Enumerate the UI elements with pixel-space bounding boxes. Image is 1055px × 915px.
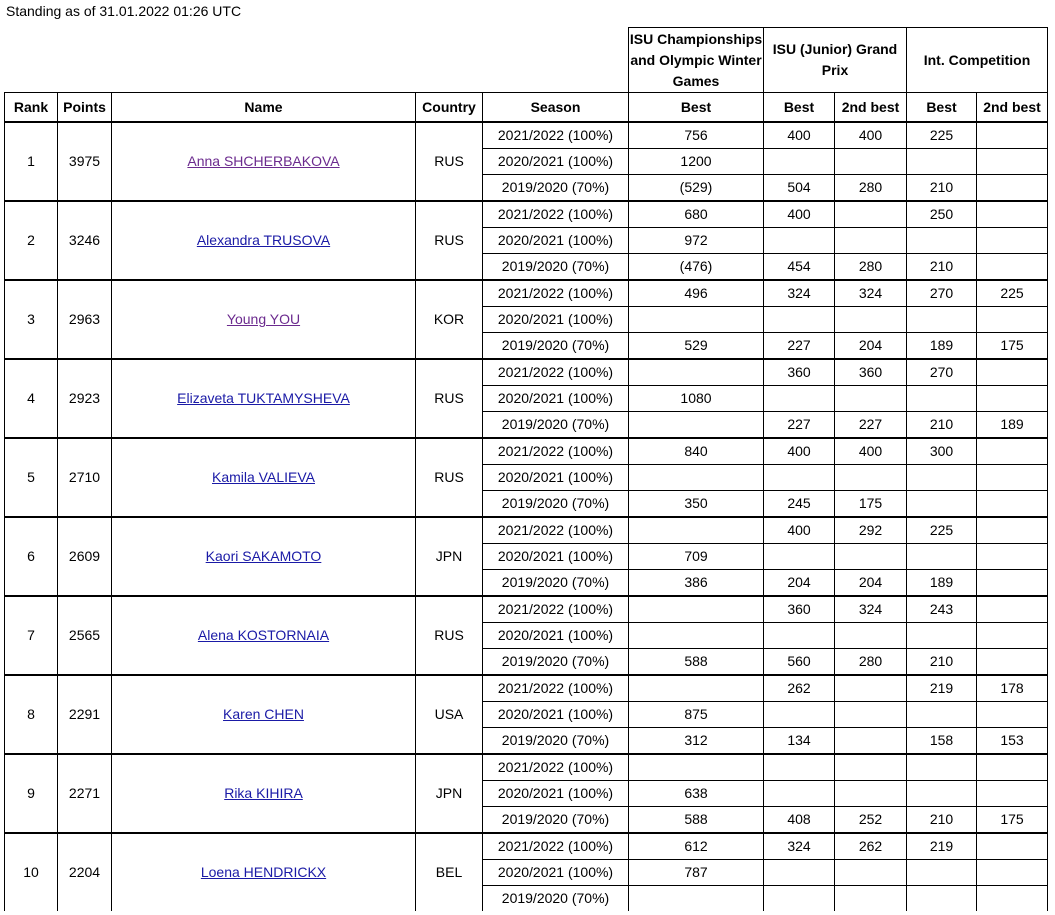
ic-best-cell: 225 [907, 122, 977, 149]
skater-link[interactable]: Alexandra TRUSOVA [196, 232, 331, 248]
table-row [5, 122, 1048, 149]
ic-2nd-best-cell [977, 359, 1048, 386]
ic-2nd-best-cell: 225 [977, 280, 1048, 307]
skater-link[interactable]: Elizaveta TUKTAMYSHEVA [177, 390, 350, 406]
table-row [5, 438, 1048, 465]
season-cell: 2020/2021 (100%) [483, 149, 629, 175]
rank-cell: 4 [5, 359, 58, 438]
gp-2nd-best-cell [835, 201, 907, 228]
gp-2nd-best-cell: 204 [835, 333, 907, 360]
country-header: Country [416, 93, 483, 123]
season-cell: 2019/2020 (70%) [483, 570, 629, 597]
champ-best-cell: 588 [629, 649, 764, 676]
skater-link[interactable]: Young YOU [226, 311, 301, 327]
ic-2nd-best-cell: 153 [977, 728, 1048, 755]
points-cell: 2963 [58, 280, 112, 359]
gp-2nd-best-header: 2nd best [835, 93, 907, 123]
season-cell: 2021/2022 (100%) [483, 675, 629, 702]
ic-2nd-best-cell [977, 623, 1048, 649]
ic-best-cell: 158 [907, 728, 977, 755]
ic-best-cell [907, 544, 977, 570]
ic-best-cell [907, 228, 977, 254]
gp-best-cell [764, 386, 835, 412]
gp-2nd-best-cell [835, 228, 907, 254]
season-cell: 2020/2021 (100%) [483, 307, 629, 333]
season-cell: 2020/2021 (100%) [483, 860, 629, 886]
champ-best-cell [629, 359, 764, 386]
champ-best-cell: 840 [629, 438, 764, 465]
ic-2nd-best-cell [977, 307, 1048, 333]
gp-2nd-best-cell [835, 781, 907, 807]
gp-best-cell [764, 228, 835, 254]
champ-best-cell: 529 [629, 333, 764, 360]
champ-best-cell: 875 [629, 702, 764, 728]
gp-best-cell: 245 [764, 491, 835, 518]
ic-best-cell: 243 [907, 596, 977, 623]
ic-best-cell: 210 [907, 254, 977, 281]
ranking-table [4, 27, 1048, 911]
champ-best-cell: 1080 [629, 386, 764, 412]
gp-2nd-best-cell: 292 [835, 517, 907, 544]
gp-2nd-best-cell [835, 675, 907, 702]
ic-2nd-best-cell [977, 860, 1048, 886]
ic-best-cell: 270 [907, 359, 977, 386]
ic-2nd-best-cell: 189 [977, 412, 1048, 439]
ic-best-cell [907, 860, 977, 886]
ic-best-cell [907, 886, 977, 912]
gp-best-cell [764, 754, 835, 781]
skater-link[interactable]: Anna SHCHERBAKOVA [187, 153, 340, 169]
ic-best-cell: 210 [907, 412, 977, 439]
champ-best-cell: 588 [629, 807, 764, 834]
champ-best-cell: (529) [629, 175, 764, 202]
points-header: Points [58, 93, 112, 123]
points-cell: 2710 [58, 438, 112, 517]
gp-best-cell [764, 544, 835, 570]
gp-best-cell: 360 [764, 596, 835, 623]
gp-2nd-best-cell [835, 886, 907, 912]
ic-2nd-best-cell [977, 438, 1048, 465]
ic-2nd-best-cell [977, 175, 1048, 202]
champ-best-cell: 350 [629, 491, 764, 518]
gp-best-cell: 400 [764, 122, 835, 149]
standing-timestamp: Standing as of 31.01.2022 01:26 UTC [6, 3, 242, 19]
table-row [5, 517, 1048, 544]
season-cell: 2021/2022 (100%) [483, 359, 629, 386]
season-cell: 2020/2021 (100%) [483, 544, 629, 570]
champ-best-cell: 972 [629, 228, 764, 254]
ic-best-cell [907, 465, 977, 491]
points-cell: 2271 [58, 754, 112, 833]
champ-best-cell [629, 886, 764, 912]
grand-prix-header: ISU (Junior) Grand Prix [764, 28, 907, 93]
gp-2nd-best-cell: 262 [835, 833, 907, 860]
gp-best-cell [764, 781, 835, 807]
country-cell: RUS [416, 438, 483, 517]
ic-2nd-best-cell [977, 596, 1048, 623]
season-cell: 2020/2021 (100%) [483, 465, 629, 491]
ic-best-cell: 219 [907, 833, 977, 860]
gp-2nd-best-cell: 280 [835, 175, 907, 202]
ic-2nd-best-cell [977, 386, 1048, 412]
rank-cell: 2 [5, 201, 58, 280]
gp-2nd-best-cell [835, 754, 907, 781]
ic-2nd-best-cell [977, 544, 1048, 570]
ic-2nd-best-cell [977, 570, 1048, 597]
points-cell: 2291 [58, 675, 112, 754]
country-cell: RUS [416, 201, 483, 280]
skater-link[interactable]: Rika KIHIRA [224, 785, 303, 801]
ic-best-header: Best [907, 93, 977, 123]
gp-best-cell [764, 149, 835, 175]
gp-best-cell [764, 860, 835, 886]
champ-best-cell [629, 623, 764, 649]
table-row [5, 280, 1048, 307]
gp-best-cell: 204 [764, 570, 835, 597]
champ-best-cell [629, 307, 764, 333]
country-cell: KOR [416, 280, 483, 359]
country-cell: JPN [416, 754, 483, 833]
gp-2nd-best-cell [835, 860, 907, 886]
gp-best-cell [764, 702, 835, 728]
gp-2nd-best-cell: 324 [835, 596, 907, 623]
points-cell: 3246 [58, 201, 112, 280]
table-row [5, 833, 1048, 860]
ic-best-cell: 300 [907, 438, 977, 465]
gp-2nd-best-cell [835, 544, 907, 570]
gp-2nd-best-cell [835, 702, 907, 728]
rank-cell: 6 [5, 517, 58, 596]
points-cell: 2565 [58, 596, 112, 675]
skater-link[interactable]: Kamila VALIEVA [212, 469, 315, 485]
ic-2nd-best-cell [977, 491, 1048, 518]
champ-best-cell: 787 [629, 860, 764, 886]
champ-best-cell [629, 596, 764, 623]
champ-best-cell: 386 [629, 570, 764, 597]
gp-2nd-best-cell [835, 623, 907, 649]
season-cell: 2020/2021 (100%) [483, 623, 629, 649]
name-cell [112, 122, 416, 201]
season-cell: 2020/2021 (100%) [483, 228, 629, 254]
ic-2nd-best-cell [977, 254, 1048, 281]
ic-best-cell: 270 [907, 280, 977, 307]
gp-best-cell: 324 [764, 833, 835, 860]
ic-best-cell [907, 149, 977, 175]
season-cell: 2021/2022 (100%) [483, 280, 629, 307]
champ-best-cell: 709 [629, 544, 764, 570]
gp-best-cell [764, 307, 835, 333]
champ-best-cell: 312 [629, 728, 764, 755]
table-row [5, 754, 1048, 781]
name-cell [112, 754, 416, 833]
champ-best-cell [629, 517, 764, 544]
isu-championships-header: ISU Championships and Olympic Winter Games [629, 28, 764, 93]
gp-2nd-best-cell: 175 [835, 491, 907, 518]
ic-2nd-best-cell: 178 [977, 675, 1048, 702]
name-cell [112, 280, 416, 359]
ic-2nd-best-cell: 175 [977, 807, 1048, 834]
season-cell: 2019/2020 (70%) [483, 728, 629, 755]
season-cell: 2019/2020 (70%) [483, 333, 629, 360]
name-cell [112, 675, 416, 754]
points-cell: 3975 [58, 122, 112, 201]
name-cell [112, 517, 416, 596]
ic-best-cell: 189 [907, 570, 977, 597]
name-cell [112, 438, 416, 517]
season-cell: 2019/2020 (70%) [483, 807, 629, 834]
gp-best-cell: 324 [764, 280, 835, 307]
ic-2nd-best-cell [977, 781, 1048, 807]
gp-best-cell: 454 [764, 254, 835, 281]
champ-best-cell: (476) [629, 254, 764, 281]
gp-2nd-best-cell: 204 [835, 570, 907, 597]
season-cell: 2021/2022 (100%) [483, 201, 629, 228]
season-cell: 2019/2020 (70%) [483, 412, 629, 439]
gp-2nd-best-cell: 400 [835, 438, 907, 465]
ic-2nd-best-cell [977, 833, 1048, 860]
ic-best-cell [907, 702, 977, 728]
gp-best-cell: 262 [764, 675, 835, 702]
rank-header: Rank [5, 93, 58, 123]
skater-link[interactable]: Kaori SAKAMOTO [205, 548, 322, 564]
gp-best-header: Best [764, 93, 835, 123]
champ-best-cell [629, 675, 764, 702]
table-row [5, 596, 1048, 623]
ic-best-cell [907, 754, 977, 781]
champ-best-cell [629, 465, 764, 491]
season-cell: 2021/2022 (100%) [483, 122, 629, 149]
gp-2nd-best-cell [835, 307, 907, 333]
ic-best-cell: 219 [907, 675, 977, 702]
rank-cell: 3 [5, 280, 58, 359]
ic-2nd-best-cell [977, 149, 1048, 175]
gp-2nd-best-cell [835, 149, 907, 175]
gp-2nd-best-cell: 360 [835, 359, 907, 386]
gp-best-cell: 504 [764, 175, 835, 202]
country-cell: JPN [416, 517, 483, 596]
name-cell [112, 833, 416, 911]
gp-best-cell: 360 [764, 359, 835, 386]
season-cell: 2019/2020 (70%) [483, 649, 629, 676]
season-cell: 2019/2020 (70%) [483, 886, 629, 912]
name-cell [112, 596, 416, 675]
table-row [5, 359, 1048, 386]
season-cell: 2021/2022 (100%) [483, 438, 629, 465]
points-cell: 2609 [58, 517, 112, 596]
gp-2nd-best-cell: 324 [835, 280, 907, 307]
gp-2nd-best-cell: 280 [835, 649, 907, 676]
rank-cell: 1 [5, 122, 58, 201]
ic-2nd-best-cell [977, 702, 1048, 728]
ranking-body [5, 122, 1048, 911]
country-cell: USA [416, 675, 483, 754]
ic-2nd-best-cell [977, 754, 1048, 781]
table-row [5, 201, 1048, 228]
gp-2nd-best-cell [835, 465, 907, 491]
ic-2nd-best-cell [977, 886, 1048, 912]
ic-best-cell: 225 [907, 517, 977, 544]
ic-2nd-best-cell [977, 201, 1048, 228]
ic-best-cell: 189 [907, 333, 977, 360]
name-cell [112, 359, 416, 438]
season-cell: 2020/2021 (100%) [483, 386, 629, 412]
rank-cell: 5 [5, 438, 58, 517]
country-cell: RUS [416, 596, 483, 675]
gp-2nd-best-cell [835, 386, 907, 412]
ic-best-cell [907, 307, 977, 333]
ic-best-cell: 250 [907, 201, 977, 228]
ic-2nd-best-cell [977, 649, 1048, 676]
gp-best-cell [764, 623, 835, 649]
champ-best-cell [629, 412, 764, 439]
gp-best-cell [764, 886, 835, 912]
ic-best-cell [907, 386, 977, 412]
country-cell: RUS [416, 122, 483, 201]
champ-best-cell: 612 [629, 833, 764, 860]
ic-2nd-best-cell [977, 465, 1048, 491]
gp-2nd-best-cell [835, 728, 907, 755]
ic-2nd-best-cell: 175 [977, 333, 1048, 360]
ic-best-cell [907, 623, 977, 649]
name-header: Name [112, 93, 416, 123]
ic-2nd-best-header: 2nd best [977, 93, 1048, 123]
ic-2nd-best-cell [977, 517, 1048, 544]
season-cell: 2021/2022 (100%) [483, 596, 629, 623]
country-cell: RUS [416, 359, 483, 438]
champ-best-cell [629, 754, 764, 781]
gp-best-cell: 560 [764, 649, 835, 676]
season-cell: 2019/2020 (70%) [483, 175, 629, 202]
gp-best-cell: 227 [764, 333, 835, 360]
ic-best-cell [907, 491, 977, 518]
champ-best-header: Best [629, 93, 764, 123]
skater-link[interactable]: Karen CHEN [223, 706, 304, 722]
ic-best-cell: 210 [907, 649, 977, 676]
skater-link[interactable]: Loena HENDRICKX [200, 864, 327, 880]
gp-best-cell: 400 [764, 517, 835, 544]
rank-cell: 8 [5, 675, 58, 754]
season-cell: 2021/2022 (100%) [483, 754, 629, 781]
champ-best-cell: 680 [629, 201, 764, 228]
gp-best-cell: 400 [764, 201, 835, 228]
season-cell: 2019/2020 (70%) [483, 254, 629, 281]
ic-2nd-best-cell [977, 228, 1048, 254]
ic-best-cell [907, 781, 977, 807]
rank-cell: 9 [5, 754, 58, 833]
gp-best-cell: 227 [764, 412, 835, 439]
gp-2nd-best-cell: 280 [835, 254, 907, 281]
season-cell: 2020/2021 (100%) [483, 781, 629, 807]
country-cell: BEL [416, 833, 483, 911]
rank-cell: 7 [5, 596, 58, 675]
gp-2nd-best-cell: 252 [835, 807, 907, 834]
champ-best-cell: 496 [629, 280, 764, 307]
season-cell: 2020/2021 (100%) [483, 702, 629, 728]
season-cell: 2021/2022 (100%) [483, 517, 629, 544]
ic-2nd-best-cell [977, 122, 1048, 149]
gp-best-cell: 134 [764, 728, 835, 755]
champ-best-cell: 1200 [629, 149, 764, 175]
season-header: Season [483, 93, 629, 123]
name-cell [112, 201, 416, 280]
champ-best-cell: 756 [629, 122, 764, 149]
table-row [5, 675, 1048, 702]
season-cell: 2021/2022 (100%) [483, 833, 629, 860]
ic-best-cell: 210 [907, 807, 977, 834]
season-cell: 2019/2020 (70%) [483, 491, 629, 518]
int-competition-header: Int. Competition [907, 28, 1048, 93]
rank-cell: 10 [5, 833, 58, 911]
gp-2nd-best-cell: 227 [835, 412, 907, 439]
ic-best-cell: 210 [907, 175, 977, 202]
points-cell: 2923 [58, 359, 112, 438]
champ-best-cell: 638 [629, 781, 764, 807]
gp-best-cell [764, 465, 835, 491]
gp-best-cell: 400 [764, 438, 835, 465]
gp-2nd-best-cell: 400 [835, 122, 907, 149]
gp-best-cell: 408 [764, 807, 835, 834]
skater-link[interactable]: Alena KOSTORNAIA [197, 627, 330, 643]
points-cell: 2204 [58, 833, 112, 911]
